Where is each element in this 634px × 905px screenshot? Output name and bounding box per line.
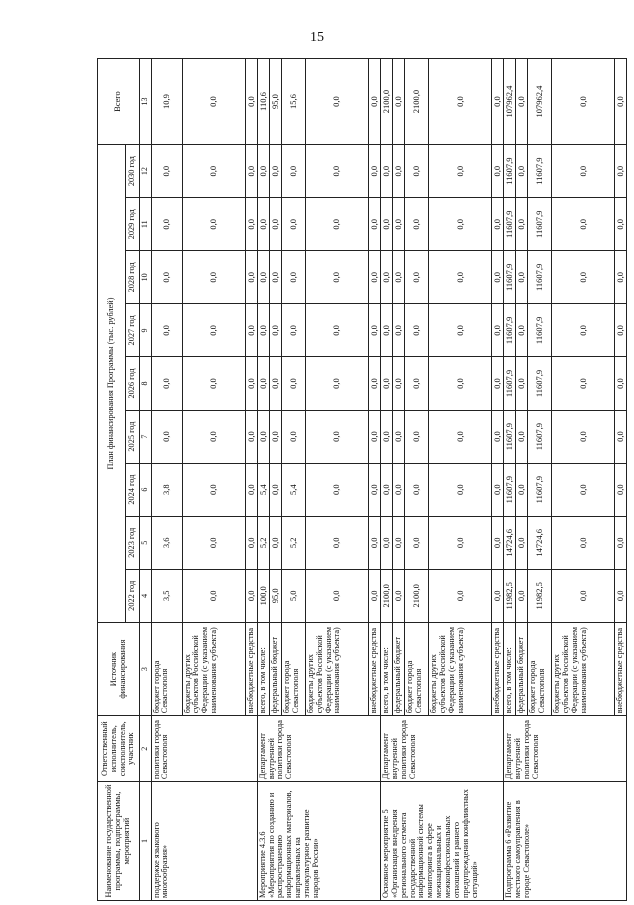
column-number: 3	[140, 622, 152, 715]
year-value-cell: 5,0	[281, 569, 305, 622]
year-value-cell: 0,0	[269, 304, 281, 357]
table-row	[380, 59, 392, 901]
year-value-cell: 0,0	[552, 304, 615, 357]
year-value-cell: 0,0	[615, 198, 627, 251]
year-value-cell: 0,0	[429, 198, 492, 251]
year-value-cell: 5,2	[257, 516, 269, 569]
year-value-cell: 0,0	[182, 463, 245, 516]
year-value-cell: 11607,9	[504, 251, 516, 304]
year-value-cell: 11607,9	[528, 198, 552, 251]
year-value-cell: 0,0	[380, 357, 392, 410]
year-value-cell: 0,0	[368, 198, 380, 251]
year-value-cell: 0,0	[305, 357, 368, 410]
year-value-cell: 0,0	[151, 357, 182, 410]
column-number: 6	[140, 463, 152, 516]
year-value-cell: 0,0	[281, 198, 305, 251]
year-value-cell: 0,0	[368, 251, 380, 304]
total-value-cell: 0,0	[615, 59, 627, 145]
year-value-cell: 0,0	[405, 198, 429, 251]
activity-name-cell: Основное мероприятие 5 «Организация внедрения регионального сегмента государственной информационной системы мониторинга в сфере межнациональных и межконфессиональных отношений и раннего предупреждения конфликтных ситуаций»	[380, 782, 503, 901]
total-value-cell: 95,0	[269, 59, 281, 145]
header-year: 2029 год	[126, 198, 140, 251]
year-value-cell: 0,0	[429, 569, 492, 622]
year-value-cell: 0,0	[368, 463, 380, 516]
year-value-cell: 0,0	[405, 251, 429, 304]
year-value-cell: 0,0	[305, 569, 368, 622]
year-value-cell: 0,0	[405, 145, 429, 198]
year-value-cell: 0,0	[615, 410, 627, 463]
funding-source-cell: бюджеты других субъектов Российской Федерации (с указанием наименования субъекта)	[182, 622, 245, 715]
column-number: 11	[140, 198, 152, 251]
funding-source-cell: внебюджетные средства	[492, 622, 504, 715]
year-value-cell: 0,0	[393, 304, 405, 357]
year-value-cell: 0,0	[393, 198, 405, 251]
year-value-cell: 0,0	[305, 410, 368, 463]
total-value-cell: 2100,0	[380, 59, 392, 145]
year-value-cell: 0,0	[245, 198, 257, 251]
responsible-cell: политики города Севастополя	[151, 716, 257, 782]
funding-source-cell: бюджет города Севастополя	[405, 622, 429, 715]
year-value-cell: 0,0	[552, 516, 615, 569]
year-value-cell: 0,0	[182, 410, 245, 463]
header-source: Источник финансирования	[98, 622, 140, 715]
year-value-cell: 0,0	[368, 516, 380, 569]
funding-source-cell: федеральный бюджет	[269, 622, 281, 715]
year-value-cell: 11607,9	[528, 251, 552, 304]
year-value-cell: 11607,9	[528, 463, 552, 516]
year-value-cell: 0,0	[245, 357, 257, 410]
table-row	[504, 59, 516, 901]
year-value-cell: 0,0	[492, 198, 504, 251]
year-value-cell: 0,0	[380, 145, 392, 198]
year-value-cell: 0,0	[380, 198, 392, 251]
year-value-cell: 0,0	[281, 304, 305, 357]
funding-source-cell: всего, в том числе:	[504, 622, 516, 715]
responsible-cell: Департамент внутренней политики города Севастополя	[380, 716, 503, 782]
year-value-cell: 5,4	[281, 463, 305, 516]
financing-table	[97, 58, 627, 901]
year-value-cell: 0,0	[516, 463, 528, 516]
year-value-cell: 11982,5	[504, 569, 516, 622]
year-value-cell: 0,0	[615, 145, 627, 198]
year-value-cell: 0,0	[151, 198, 182, 251]
year-value-cell: 0,0	[151, 410, 182, 463]
year-value-cell: 0,0	[245, 304, 257, 357]
year-value-cell: 0,0	[429, 357, 492, 410]
year-value-cell: 0,0	[368, 410, 380, 463]
year-value-cell: 0,0	[552, 198, 615, 251]
year-value-cell: 0,0	[182, 145, 245, 198]
year-value-cell: 0,0	[516, 304, 528, 357]
table-row	[151, 59, 182, 901]
year-value-cell: 0,0	[516, 145, 528, 198]
total-value-cell: 107962,4	[504, 59, 516, 145]
year-value-cell: 0,0	[552, 410, 615, 463]
year-value-cell: 0,0	[492, 569, 504, 622]
total-value-cell: 0,0	[516, 59, 528, 145]
year-value-cell: 0,0	[368, 357, 380, 410]
year-value-cell: 0,0	[516, 516, 528, 569]
year-value-cell: 0,0	[245, 410, 257, 463]
year-value-cell: 0,0	[552, 463, 615, 516]
year-value-cell: 0,0	[245, 463, 257, 516]
year-value-cell: 11607,9	[528, 357, 552, 410]
column-number: 12	[140, 145, 152, 198]
activity-name-cell: поддержке языкового многообразия»	[151, 782, 257, 901]
year-value-cell: 0,0	[257, 145, 269, 198]
year-value-cell: 0,0	[182, 357, 245, 410]
table-row	[257, 59, 269, 901]
total-value-cell: 0,0	[305, 59, 368, 145]
year-value-cell: 0,0	[368, 569, 380, 622]
year-value-cell: 0,0	[552, 251, 615, 304]
page-number: 15	[310, 30, 324, 45]
funding-source-cell: всего, в том числе:	[380, 622, 392, 715]
header-year: 2023 год	[126, 516, 140, 569]
year-value-cell: 0,0	[151, 304, 182, 357]
year-value-cell: 0,0	[380, 463, 392, 516]
column-number: 10	[140, 251, 152, 304]
year-value-cell: 0,0	[429, 251, 492, 304]
total-value-cell: 0,0	[182, 59, 245, 145]
year-value-cell: 11607,9	[504, 198, 516, 251]
responsible-cell: Департамент внутренней политики города Севастополя	[504, 716, 627, 782]
year-value-cell: 0,0	[393, 145, 405, 198]
year-value-cell: 0,0	[380, 251, 392, 304]
year-value-cell: 0,0	[393, 410, 405, 463]
year-value-cell: 0,0	[305, 198, 368, 251]
header-year: 2030 год	[126, 145, 140, 198]
total-value-cell: 0,0	[368, 59, 380, 145]
funding-source-cell: бюджеты других субъектов Российской Федерации (с указанием наименования субъекта)	[552, 622, 615, 715]
year-value-cell: 0,0	[615, 516, 627, 569]
year-value-cell: 0,0	[245, 251, 257, 304]
year-value-cell: 0,0	[405, 357, 429, 410]
year-value-cell: 0,0	[380, 516, 392, 569]
total-value-cell: 0,0	[245, 59, 257, 145]
year-value-cell: 0,0	[615, 251, 627, 304]
year-value-cell: 0,0	[393, 251, 405, 304]
funding-source-cell: бюджет города Севастополя	[281, 622, 305, 715]
year-value-cell: 0,0	[269, 145, 281, 198]
year-value-cell: 0,0	[516, 569, 528, 622]
year-value-cell: 0,0	[182, 516, 245, 569]
column-number-row	[140, 59, 152, 901]
total-value-cell: 0,0	[552, 59, 615, 145]
year-value-cell: 0,0	[492, 410, 504, 463]
year-value-cell: 11607,9	[504, 357, 516, 410]
year-value-cell: 0,0	[269, 463, 281, 516]
year-value-cell: 0,0	[405, 410, 429, 463]
funding-source-cell: федеральный бюджет	[393, 622, 405, 715]
header-name: Наименование государственной программы, подпрограммы, мероприятий	[98, 782, 140, 901]
header-year: 2027 год	[126, 304, 140, 357]
year-value-cell: 0,0	[492, 463, 504, 516]
year-value-cell: 0,0	[380, 410, 392, 463]
year-value-cell: 0,0	[182, 251, 245, 304]
activity-name-cell: Мероприятие 4.3.6 «Мероприятия по созданию и распространению информационных материалов, направленных на этнокультурное развитие народов России»	[257, 782, 380, 901]
year-value-cell: 0,0	[269, 198, 281, 251]
column-number: 2	[140, 716, 152, 782]
rotated-table-container	[97, 58, 626, 901]
year-value-cell: 0,0	[393, 516, 405, 569]
year-value-cell: 0,0	[615, 304, 627, 357]
year-value-cell: 5,4	[257, 463, 269, 516]
year-value-cell: 0,0	[552, 145, 615, 198]
column-number: 9	[140, 304, 152, 357]
year-value-cell: 0,0	[393, 463, 405, 516]
year-value-cell: 11607,9	[528, 145, 552, 198]
funding-source-cell: бюджет города Севастополя	[151, 622, 182, 715]
year-value-cell: 0,0	[305, 516, 368, 569]
year-value-cell: 0,0	[281, 410, 305, 463]
funding-source-cell: бюджеты других субъектов Российской Федерации (с указанием наименования субъекта)	[429, 622, 492, 715]
year-value-cell: 14724,6	[528, 516, 552, 569]
responsible-cell: Департамент внутренней политики города Севастополя	[257, 716, 380, 782]
total-value-cell: 2100,0	[405, 59, 429, 145]
funding-source-cell: внебюджетные средства	[615, 622, 627, 715]
year-value-cell: 5,2	[281, 516, 305, 569]
year-value-cell: 0,0	[151, 145, 182, 198]
year-value-cell: 0,0	[257, 410, 269, 463]
column-number: 5	[140, 516, 152, 569]
year-value-cell: 0,0	[257, 357, 269, 410]
year-value-cell: 0,0	[245, 569, 257, 622]
year-value-cell: 11607,9	[504, 463, 516, 516]
year-value-cell: 0,0	[305, 145, 368, 198]
year-value-cell: 0,0	[305, 251, 368, 304]
header-year: 2028 год	[126, 251, 140, 304]
header-year: 2026 год	[126, 357, 140, 410]
year-value-cell: 0,0	[151, 251, 182, 304]
year-value-cell: 0,0	[492, 251, 504, 304]
year-value-cell: 11607,9	[504, 145, 516, 198]
header-year: 2022 год	[126, 569, 140, 622]
year-value-cell: 0,0	[429, 304, 492, 357]
funding-source-cell: бюджет города Севастополя	[528, 622, 552, 715]
column-number: 7	[140, 410, 152, 463]
year-value-cell: 11607,9	[528, 304, 552, 357]
total-value-cell: 107962,4	[528, 59, 552, 145]
year-value-cell: 0,0	[405, 463, 429, 516]
column-number: 1	[140, 782, 152, 901]
year-value-cell: 0,0	[615, 569, 627, 622]
year-value-cell: 0,0	[492, 145, 504, 198]
year-value-cell: 0,0	[281, 357, 305, 410]
year-value-cell: 0,0	[516, 251, 528, 304]
year-value-cell: 0,0	[429, 410, 492, 463]
year-value-cell: 0,0	[257, 198, 269, 251]
year-value-cell: 11607,9	[528, 410, 552, 463]
year-value-cell: 0,0	[257, 304, 269, 357]
year-value-cell: 0,0	[182, 304, 245, 357]
header-year: 2025 год	[126, 410, 140, 463]
year-value-cell: 95,0	[269, 569, 281, 622]
year-value-cell: 0,0	[182, 198, 245, 251]
year-value-cell: 0,0	[516, 410, 528, 463]
year-value-cell: 11982,5	[528, 569, 552, 622]
total-value-cell: 0,0	[492, 59, 504, 145]
year-value-cell: 11607,9	[504, 410, 516, 463]
year-value-cell: 0,0	[305, 463, 368, 516]
year-value-cell: 0,0	[429, 463, 492, 516]
column-number: 4	[140, 569, 152, 622]
total-value-cell: 15,6	[281, 59, 305, 145]
year-value-cell: 0,0	[492, 357, 504, 410]
year-value-cell: 0,0	[615, 463, 627, 516]
year-value-cell: 0,0	[245, 145, 257, 198]
year-value-cell: 0,0	[393, 357, 405, 410]
funding-source-cell: всего, в том числе:	[257, 622, 269, 715]
year-value-cell: 0,0	[257, 251, 269, 304]
year-value-cell: 0,0	[492, 516, 504, 569]
year-value-cell: 0,0	[516, 198, 528, 251]
year-value-cell: 0,0	[281, 251, 305, 304]
year-value-cell: 0,0	[269, 516, 281, 569]
funding-source-cell: внебюджетные средства	[245, 622, 257, 715]
year-value-cell: 0,0	[492, 304, 504, 357]
year-value-cell: 0,0	[429, 516, 492, 569]
year-value-cell: 14724,6	[504, 516, 516, 569]
year-value-cell: 0,0	[368, 145, 380, 198]
year-value-cell: 0,0	[368, 304, 380, 357]
total-value-cell: 110,6	[257, 59, 269, 145]
year-value-cell: 0,0	[182, 569, 245, 622]
column-number: 8	[140, 357, 152, 410]
year-value-cell: 0,0	[429, 145, 492, 198]
year-value-cell: 0,0	[269, 410, 281, 463]
column-number: 13	[140, 59, 152, 145]
total-value-cell: 0,0	[429, 59, 492, 145]
year-value-cell: 0,0	[552, 357, 615, 410]
year-value-cell: 100,0	[257, 569, 269, 622]
activity-name-cell: Подпрограмма 6 «Развитие местного самоуправления в городе Севастополе»	[504, 782, 627, 901]
year-value-cell: 0,0	[516, 357, 528, 410]
year-value-cell: 11607,9	[504, 304, 516, 357]
funding-source-cell: федеральный бюджет	[516, 622, 528, 715]
year-value-cell: 0,0	[281, 145, 305, 198]
year-value-cell: 0,0	[380, 304, 392, 357]
year-value-cell: 2100,0	[380, 569, 392, 622]
funding-source-cell: внебюджетные средства	[368, 622, 380, 715]
funding-source-cell: бюджеты других субъектов Российской Федерации (с указанием наименования субъекта)	[305, 622, 368, 715]
year-value-cell: 3,8	[151, 463, 182, 516]
year-value-cell: 3,5	[151, 569, 182, 622]
header-year: 2024 год	[126, 463, 140, 516]
year-value-cell: 0,0	[269, 357, 281, 410]
total-value-cell: 0,0	[393, 59, 405, 145]
table-body	[151, 59, 627, 901]
year-value-cell: 0,0	[615, 357, 627, 410]
year-value-cell: 0,0	[245, 516, 257, 569]
year-value-cell: 0,0	[552, 569, 615, 622]
header-total: Всего	[98, 59, 140, 145]
year-value-cell: 0,0	[305, 304, 368, 357]
year-value-cell: 3,6	[151, 516, 182, 569]
total-value-cell: 10,9	[151, 59, 182, 145]
header-responsible: Ответственный исполнитель, соисполнитель, участник	[98, 716, 140, 782]
year-value-cell: 0,0	[405, 304, 429, 357]
year-value-cell: 0,0	[393, 569, 405, 622]
year-value-cell: 2100,0	[405, 569, 429, 622]
year-value-cell: 0,0	[405, 516, 429, 569]
year-value-cell: 0,0	[269, 251, 281, 304]
header-plan: План финансирования Программы (тыс. рублей)	[98, 145, 126, 623]
table-viewport	[97, 58, 626, 901]
